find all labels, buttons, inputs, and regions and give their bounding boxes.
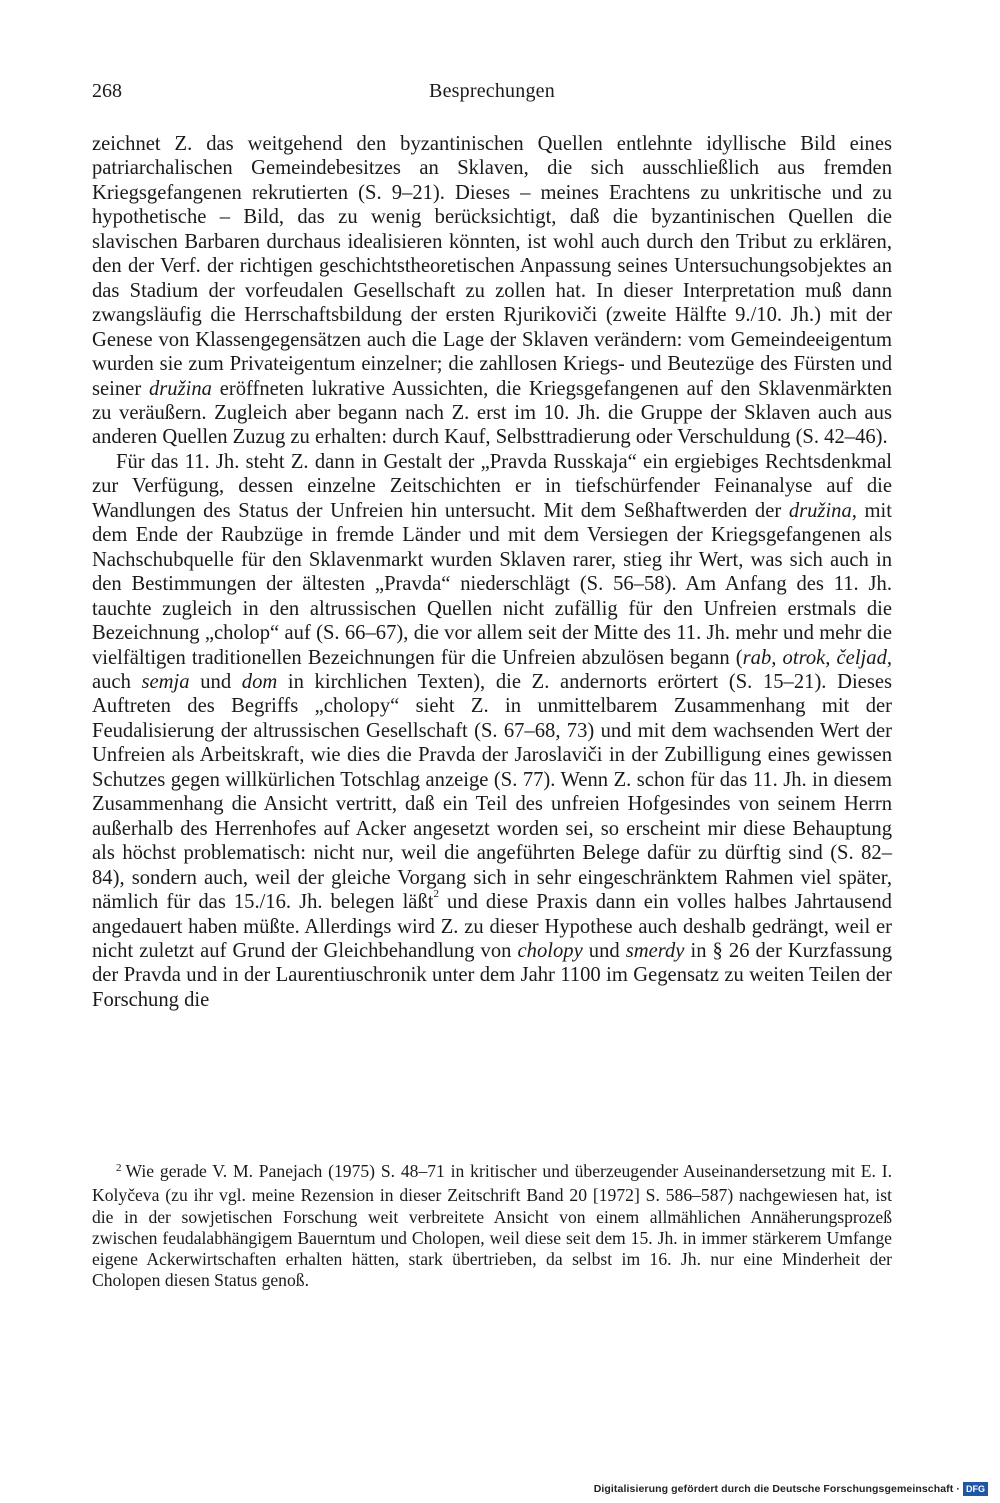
footnote-marker: 2 (116, 1162, 122, 1174)
body-text (92, 132, 892, 1012)
digitization-stamp (594, 1481, 988, 1497)
paragraph-2-text-c: auch (92, 670, 142, 693)
paragraph-2-text-e: in kirchlichen Texten), die Z. andernorts erörtert (S. 15–21). Dieses Auftreten des Begriffs „cholopy“ sieht Z. in unmittelbarem Zusammenhang mit der Feudalisierung der altrussischen Gesellschaft (S. 67–68, 73) und mit dem wachsenden Wert der Unfreien als Arbeitskraft, wie dies die Pravda der Jaroslaviči in der Zubilligung eines gewissen Schutzes gegen willkürlichen Totschlag anzeige (S. 77). Wenn Z. schon für das 11. Jh. in diesem Zusammenhang die Ansicht vertritt, daß ein Teil des unfreien Hofgesindes von seinem Herrn außerhalb des Herrenhofes auf Acker angesetzt worden sei, so erscheint mir diese Behauptung als höchst problematisch: nicht nur, weil die angeführten Belege dafür zu dürftig sind (S. 82–84), sondern auch, weil der gleiche Vorgang sich in sehr eingeschränktem Rahmen viel später, nämlich für das 15./16. Jh. belegen läßt (92, 670, 892, 914)
term-smerdy: smerdy (625, 939, 685, 962)
term-dom: dom (241, 670, 278, 693)
footnotes (92, 1161, 892, 1292)
term-druzina-2: družina, (788, 499, 857, 522)
paragraph-2 (92, 450, 892, 1012)
dfg-logo: DFG (963, 1482, 988, 1496)
paragraph-1 (92, 132, 892, 450)
footnote-reference[interactable]: 2 (433, 888, 439, 901)
page-number: 268 (92, 80, 122, 102)
term-druzina: družina (148, 377, 212, 400)
term-semja: semja (141, 670, 190, 693)
running-head: Besprechungen (429, 80, 555, 102)
page-header (92, 78, 892, 108)
paragraph-1-text-a: zeichnet Z. das weitgehend den byzantinischen Quellen entlehnte idyllische Bild eines patriarchalischen Gemeindebesitzes an Sklaven, die sich ausschließlich aus fremden Kriegsgefangenen rekrutierten (S. 9–21). Dieses – meines Erachtens zu unkritische und zu hypothetische – Bild, das zu wenig berücksichtigt, daß die byzantinischen Quellen die slavischen Barbaren durchaus idealisieren könnten, ist wohl auch durch den Tribut zu erklären, den der Verf. der richtigen geschichtstheoretischen Anpassung seines Untersuchungsobjektes an das Stadium der vorfeudalen Gesellschaft zu zollen hat. In dieser Interpretation muß dann zwangsläufig die Herrschaftsbildung der ersten Rjurikoviči (zweite Hälfte 9./10. Jh.) mit der Genese von Klassengegensätzen auch die Lage der Sklaven verändern: vom Gemeindeeigentum wurden sie zum Privateigentum einzelner; die zahllosen Kriegs- und Beutezüge des Fürsten und seiner (92, 133, 892, 400)
term-rab-otrok-celjad: rab, otrok, čeljad, (742, 646, 893, 669)
footnote-text: Wie gerade V. M. Panejach (1975) S. 48–71 in kritischer und überzeugender Auseinandersetzung mit E. I. Kolyčeva (zu ihr vgl. meine Rezension in dieser Zeitschrift Band 20 [1972] S. 586–587) nachgewiesen hat, ist die in der sowjetischen Forschung weit verbreitete Ansicht von einem allmählichen Annäherungsprozeß zwischen feudalabhängigem Bauerntum und Cholopen, weil diese seit dem 15. Jh. in immer stärkerem Umfange eigene Ackerwirtschaften erhalten hätten, stark übertrieben, da selbst im 16. Jh. nur eine Minderheit der Cholopen diesen Status genoß. (92, 1161, 892, 1291)
paragraph-2-text-a: Für das 11. Jh. steht Z. dann in Gestalt der „Pravda Russkaja“ ein ergiebiges Rechtsdenkmal zur Verfügung, dessen einzelne Zeitschichten er in tiefschürfender Feinanalyse auf die Wandlungen des Status der Unfreien hin untersucht. Mit dem Seßhaftwerden der (92, 450, 892, 522)
paragraph-2-text-d: und (189, 670, 242, 693)
paragraph-1-text-b: eröffneten lukrative Aussichten, die Kriegsgefangenen auf den Sklavenmärkten zu veräußern. Zugleich aber begann nach Z. erst im 10. Jh. die Gruppe der Sklaven auch aus anderen Quellen Zuzug zu erhalten: durch Kauf, Selbsttradierung oder Verschuldung (S. 42–46). (92, 377, 892, 449)
paragraph-2-text-f: und diese Praxis dann ein volles halbes Jahrtausend angedauert haben müßte. Allerdings wird Z. zu dieser Hypothese auch deshalb gedrängt, weil er nicht zuletzt auf Grund der Gleichbehandlung von (92, 891, 892, 962)
footnote-2 (92, 1161, 892, 1292)
term-cholopy: cholopy (517, 939, 583, 962)
digitization-stamp-text: Digitalisierung gefördert durch die Deutsche Forschungsgemeinschaft · (593, 1483, 960, 1495)
paragraph-2-text-h: in § 26 der Kurzfassung der Pravda und in der Laurentiuschronik unter dem Jahr 1100 im Gegensatz zu weiten Teilen der Forschung die (92, 939, 892, 1011)
paragraph-2-text-g: und (582, 939, 626, 962)
paragraph-2-text-b: mit dem Ende der Raubzüge in fremde Länder und mit dem Versiegen der Kriegsgefangenen als Nachschubquelle für den Sklavenmarkt wurden Sklaven rarer, stieg ihr Wert, was sich auch in den Bestimmungen der ältesten „Pravda“ niederschlägt (S. 56–58). Am Anfang des 11. Jh. tauchte zugleich in den altrussischen Quellen nicht zufällig für den Unfreien erstmals die Bezeichnung „cholop“ auf (S. 66–67), die vor allem seit der Mitte des 11. Jh. mehr und mehr die vielfältigen traditionellen Bezeichnungen für die Unfreien abzulösen begann ( (92, 499, 892, 669)
